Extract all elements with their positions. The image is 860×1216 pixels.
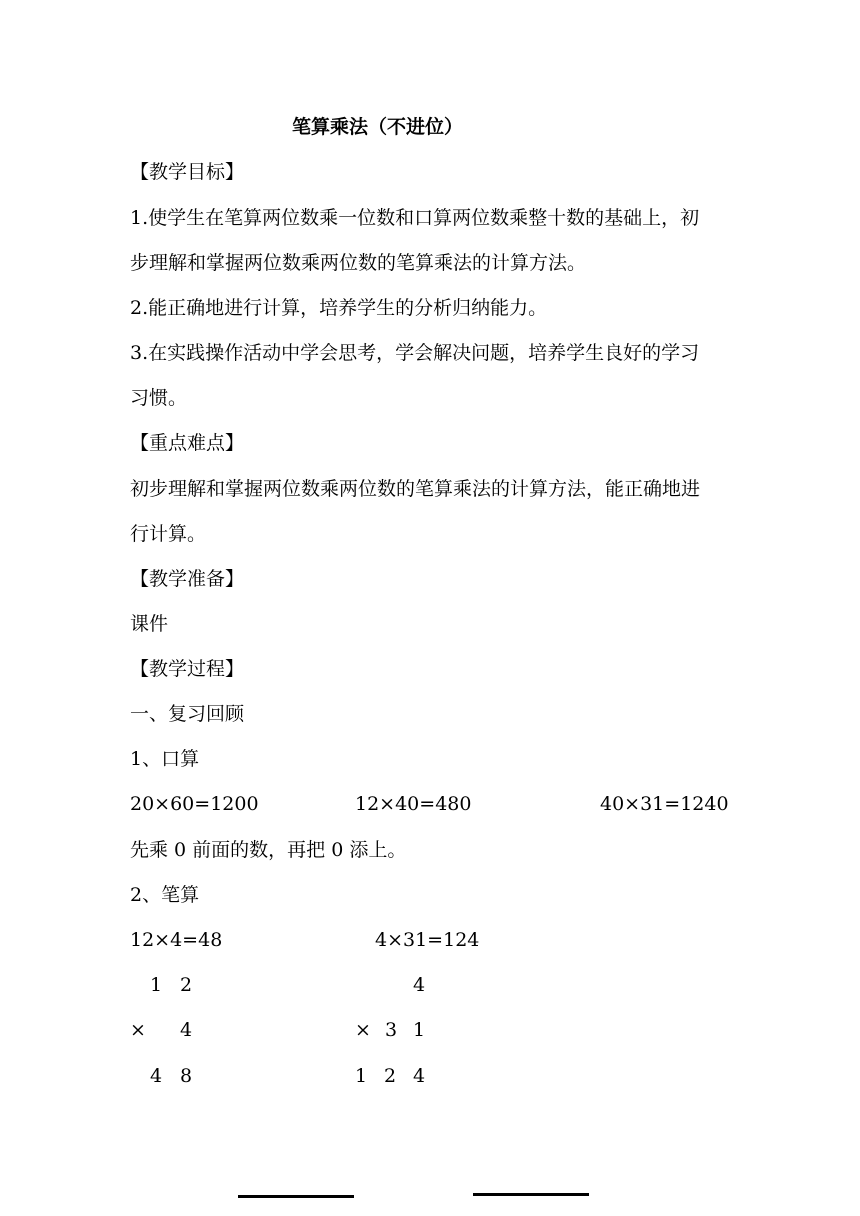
prep-text: 课件: [130, 613, 169, 635]
vertical-2-result-digit: 4: [413, 1065, 426, 1087]
vertical-2-result-digit: 2: [384, 1065, 397, 1087]
written-equation-1: 12×4=48: [130, 929, 223, 951]
oral-note: 先乘 0 前面的数，再把 0 添上。: [130, 839, 407, 861]
vertical-1-row1-digit: 1: [150, 974, 163, 996]
written-heading: 2、笔算: [130, 884, 200, 906]
review-heading: 一、复习回顾: [130, 703, 245, 725]
vertical-2-result-digit: 1: [355, 1065, 368, 1087]
vertical-2-row1-digit: 4: [413, 974, 426, 996]
vertical-1-row2-digit: 4: [180, 1019, 193, 1041]
key-points-line-1: 初步理解和掌握两位数乘两位数的笔算乘法的计算方法，能正确地进: [130, 478, 701, 500]
oral-heading: 1、口算: [130, 748, 200, 770]
vertical-1-result-digit: 4: [150, 1065, 163, 1087]
prep-heading: 【教学准备】: [130, 568, 245, 590]
oral-equation-2: 12×40=480: [355, 793, 472, 815]
vertical-1-result-digit: 8: [180, 1065, 193, 1087]
process-heading: 【教学过程】: [130, 658, 245, 680]
written-equation-2: 4×31=124: [375, 929, 480, 951]
objective-1-line-2: 步理解和掌握两位数乘两位数的笔算乘法的计算方法。: [130, 252, 587, 274]
oral-equation-1: 20×60=1200: [130, 793, 259, 815]
objective-2: 2.能正确地进行计算，培养学生的分析归纳能力。: [130, 297, 548, 319]
oral-equation-3: 40×31=1240: [600, 793, 729, 815]
vertical-1-multiply-sign: ×: [130, 1019, 146, 1041]
vertical-2-row2-digit: 3: [385, 1019, 398, 1041]
key-points-line-2: 行计算。: [130, 523, 207, 545]
horizontal-rule: [238, 1195, 354, 1198]
vertical-2-row2-digit: 1: [413, 1019, 426, 1041]
objective-3-line-2: 习惯。: [130, 387, 188, 409]
objective-3-line-1: 3.在实践操作活动中学会思考，学会解决问题，培养学生良好的学习: [130, 342, 700, 364]
vertical-1-row1-digit: 2: [180, 974, 193, 996]
objective-1-line-1: 1.使学生在笔算两位数乘一位数和口算两位数乘整十数的基础上，初: [130, 207, 700, 229]
document-title: 笔算乘法（不进位）: [292, 116, 464, 138]
vertical-2-multiply-sign: ×: [355, 1019, 371, 1041]
horizontal-rule: [473, 1193, 589, 1196]
objectives-heading: 【教学目标】: [130, 161, 245, 183]
key-points-heading: 【重点难点】: [130, 432, 245, 454]
